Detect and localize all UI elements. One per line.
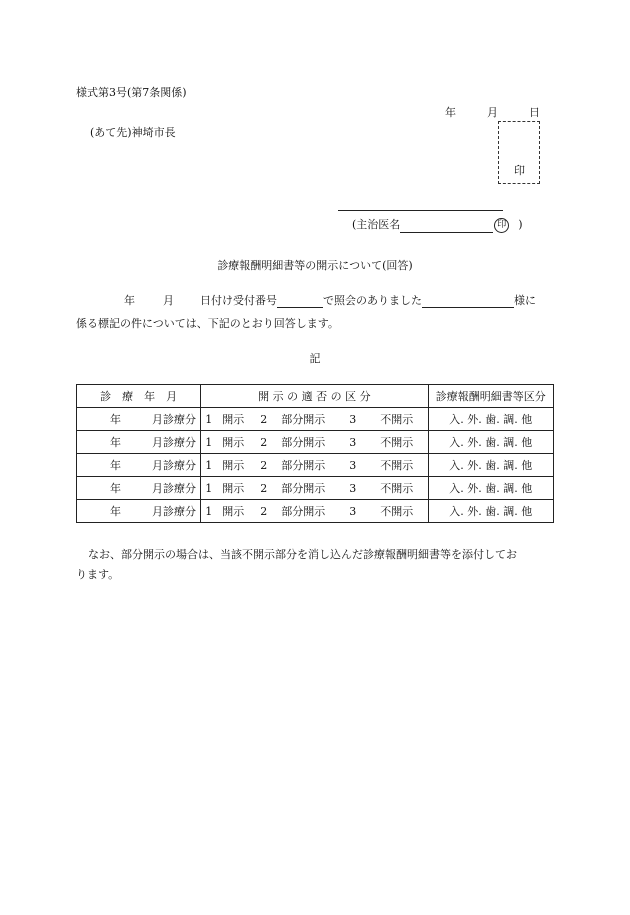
treatment-month-cell <box>77 431 201 454</box>
option-text: 3 <box>349 436 357 449</box>
table-row <box>77 477 554 500</box>
document-title: 診療報酬明細書等の開示について(回答) <box>217 259 413 272</box>
table-row <box>77 500 554 523</box>
option-text: 不開示 <box>380 436 414 449</box>
note-line-2: ります。 <box>76 568 120 581</box>
header-statement-category: 診療報酬明細書等区分 <box>428 385 553 408</box>
form-label: 様式第3号(第7条関係) <box>76 86 187 99</box>
option-text: 3 <box>349 482 357 495</box>
disclosure-options-cell <box>201 408 428 431</box>
header-disclosure-category: 開 示 の 適 否 の 区 分 <box>201 385 428 408</box>
disclosure-options-cell <box>201 477 428 500</box>
receipt-number-blank <box>277 295 323 308</box>
body-month: 月 <box>163 294 174 307</box>
option-text: 1 <box>205 482 213 495</box>
option-text: 不開示 <box>380 482 414 495</box>
row-month: 月診療分 <box>152 459 196 472</box>
row-year: 年 <box>110 436 121 449</box>
option-text: 開示 <box>222 482 245 495</box>
treatment-month-cell <box>77 454 201 477</box>
date-year: 年 <box>445 106 456 119</box>
row-month: 月診療分 <box>152 413 196 426</box>
option-text: 1 <box>205 459 213 472</box>
option-text: 部分開示 <box>281 505 326 518</box>
row-year: 年 <box>110 505 121 518</box>
date-row <box>445 104 540 120</box>
treatment-month-cell <box>77 408 201 431</box>
option-text: 2 <box>260 459 268 472</box>
row-year: 年 <box>110 413 121 426</box>
seal-circle-icon: 印 <box>494 218 509 233</box>
option-text: 1 <box>205 413 213 426</box>
disclosure-options-cell <box>201 500 428 523</box>
statement-category-cell: 入. 外. 歯. 調. 他 <box>428 408 553 431</box>
ki-heading: 記 <box>309 352 321 365</box>
row-month: 月診療分 <box>152 482 196 495</box>
row-month: 月診療分 <box>152 436 196 449</box>
note-line-1: なお、部分開示の場合は、当該不開示部分を消し込んだ診療報酬明細書等を添付してお <box>88 548 517 561</box>
body-inquiry: で照会のありました <box>323 294 422 307</box>
signature-line <box>338 210 503 211</box>
option-text: 2 <box>260 436 268 449</box>
body-year: 年 <box>124 294 135 307</box>
option-text: 開示 <box>222 413 245 426</box>
table-row <box>77 431 554 454</box>
statement-category-cell: 入. 外. 歯. 調. 他 <box>428 500 553 523</box>
option-text: 2 <box>260 505 268 518</box>
body-line-2: 係る標記の件については、下記のとおり回答します。 <box>76 317 339 330</box>
statement-category-cell: 入. 外. 歯. 調. 他 <box>428 431 553 454</box>
option-text: 3 <box>349 413 357 426</box>
body-line-1 <box>124 292 536 308</box>
option-text: 1 <box>205 505 213 518</box>
row-month: 月診療分 <box>152 505 196 518</box>
option-text: 部分開示 <box>281 482 326 495</box>
patient-name-blank <box>422 295 514 308</box>
table-header-row <box>77 385 554 408</box>
seal-box-label: 印 <box>514 164 525 177</box>
option-text: 2 <box>260 482 268 495</box>
option-text: 開示 <box>222 505 245 518</box>
statement-category-cell: 入. 外. 歯. 調. 他 <box>428 477 553 500</box>
body-sama: 様に <box>514 294 536 307</box>
doctor-name-blank <box>400 220 493 233</box>
option-text: 不開示 <box>380 459 414 472</box>
table-row <box>77 454 554 477</box>
row-year: 年 <box>110 482 121 495</box>
disclosure-options-cell <box>201 454 428 477</box>
date-month: 月 <box>487 106 498 119</box>
body-dated-receipt: 日付け受付番号 <box>200 294 277 307</box>
treatment-month-cell <box>77 500 201 523</box>
option-text: 部分開示 <box>281 459 326 472</box>
header-treatment-month: 診 療 年 月 <box>77 385 201 408</box>
table-row <box>77 408 554 431</box>
option-text: 1 <box>205 436 213 449</box>
option-text: 3 <box>349 459 357 472</box>
statement-category-cell: 入. 外. 歯. 調. 他 <box>428 454 553 477</box>
option-text: 2 <box>260 413 268 426</box>
doctor-suffix: ) <box>518 218 523 231</box>
treatment-month-cell <box>77 477 201 500</box>
option-text: 3 <box>349 505 357 518</box>
option-text: 不開示 <box>380 413 414 426</box>
disclosure-options-cell <box>201 431 428 454</box>
date-day: 日 <box>529 106 540 119</box>
option-text: 部分開示 <box>281 413 326 426</box>
option-text: 部分開示 <box>281 436 326 449</box>
addressee: (あて先)神埼市長 <box>90 126 176 139</box>
doctor-prefix: (主治医名 <box>352 218 401 231</box>
option-text: 開示 <box>222 459 245 472</box>
option-text: 開示 <box>222 436 245 449</box>
option-text: 不開示 <box>380 505 414 518</box>
disclosure-table <box>76 384 554 523</box>
seal-box <box>498 121 540 184</box>
row-year: 年 <box>110 459 121 472</box>
doctor-name-line <box>352 216 523 233</box>
